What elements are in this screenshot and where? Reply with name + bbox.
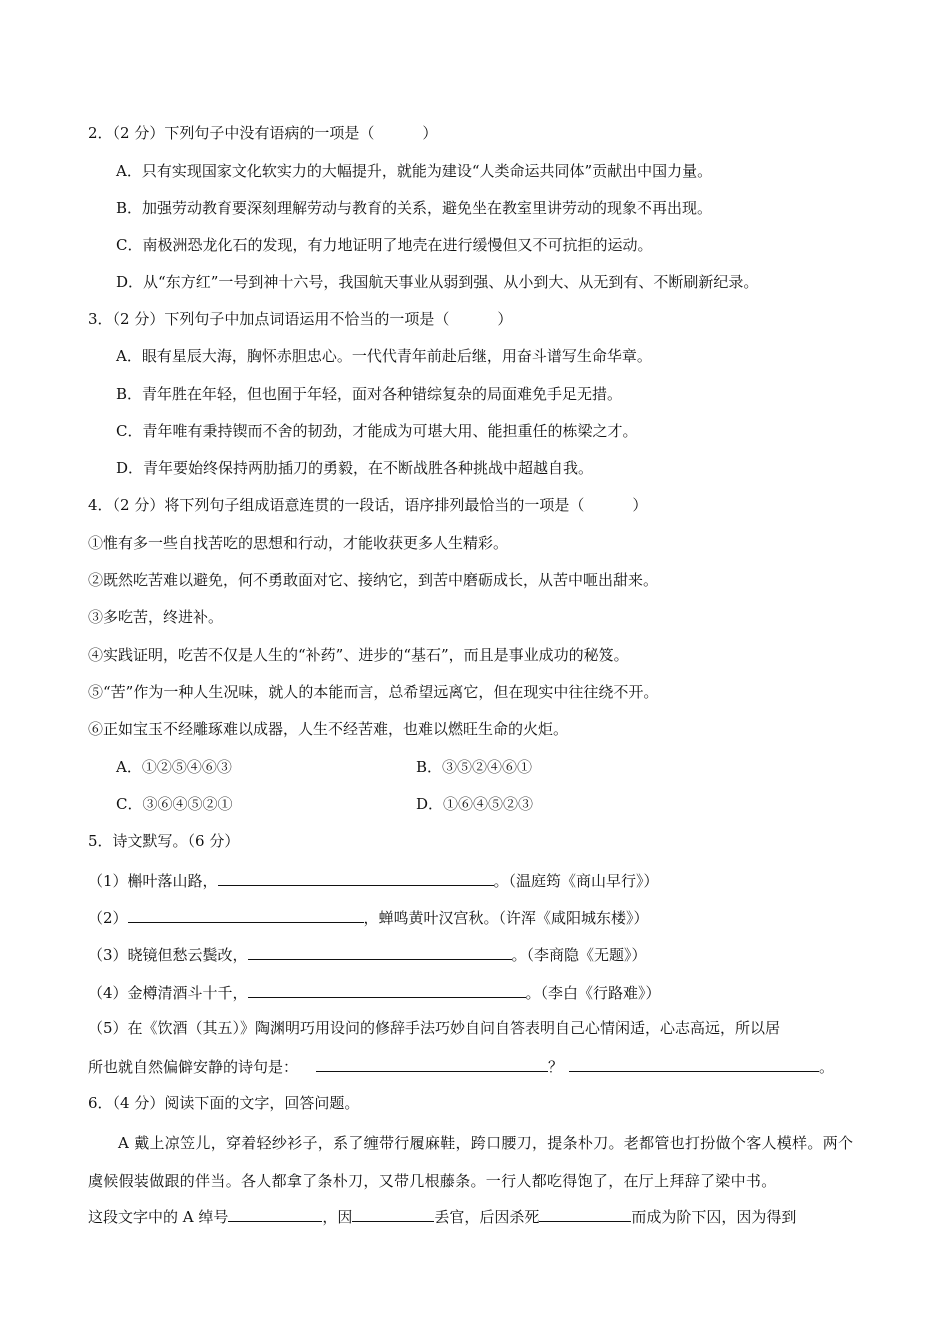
q5-item-5-line2: 所也就自然偏僻安静的诗句是： ？ 。 — [88, 1055, 834, 1075]
q3-option-b: B．青年胜在年轻，但也囿于年轻，面对各种错综复杂的局面难免手足无措。 — [116, 385, 623, 403]
q4-sentence-4: ④实践证明，吃苦不仅是人生的“补药”、进步的“基石”，而且是事业成功的秘笈。 — [88, 646, 629, 664]
answer-blank[interactable] — [539, 1205, 631, 1222]
q3-stem: 3．（2 分）下列句子中加点词语运用不恰当的一项是（ ） — [88, 310, 513, 328]
q4-sentence-6: ⑥正如宝玉不经雕琢难以成器，人生不经苦难，也难以燃旺生命的火炬。 — [88, 720, 569, 738]
q5-item-3: （3）晓镜但愁云鬓改， 。（李商隐《无题》） — [88, 943, 647, 963]
q4-sentence-2: ②既然吃苦难以避免，何不勇敢面对它、接纳它，到苦中磨砺成长，从苦中咂出甜来。 — [88, 571, 659, 589]
q2-option-d: D．从“东方红”一号到神十六号，我国航天事业从弱到强、从小到大、从无到有、不断刷新纪录。 — [116, 273, 759, 291]
q6-stem: 6．（4 分）阅读下面的文字，回答问题。 — [88, 1094, 360, 1112]
q4-sentence-1: ①惟有多一些自找苦吃的思想和行动，才能收获更多人生精彩。 — [88, 534, 509, 552]
answer-blank[interactable] — [569, 1055, 819, 1072]
q3-option-a: A．眼有星辰大海，胸怀赤胆忠心。一代代青年前赴后继，用奋斗谱写生命华章。 — [116, 347, 652, 365]
answer-blank[interactable] — [228, 1205, 322, 1222]
q4-option-d: D．①⑥④⑤②③ — [416, 795, 534, 813]
q4-option-b: B．③⑤②④⑥① — [416, 758, 533, 776]
answer-blank[interactable] — [248, 943, 512, 960]
q5-item-1: （1）槲叶落山路， 。（温庭筠《商山早行》） — [88, 869, 659, 889]
q5-item-2: （2） ，蝉鸣黄叶汉宫秋。（许浑《咸阳城东楼》） — [88, 906, 649, 926]
q5-item-4: （4）金樽清酒斗十千， 。（李白《行路难》） — [88, 981, 661, 1001]
q2-option-a: A．只有实现国家文化软实力的大幅提升，就能为建设“人类命运共同体”贡献出中国力量。 — [116, 162, 713, 180]
q3-option-d: D．青年要始终保持两肋插刀的勇毅，在不断战胜各种挑战中超越自我。 — [116, 459, 594, 477]
q5-stem: 5．诗文默写。（6 分） — [88, 832, 240, 850]
answer-blank[interactable] — [218, 869, 494, 886]
answer-blank[interactable] — [248, 981, 526, 998]
q2-stem: 2．（2 分）下列句子中没有语病的一项是（ ） — [88, 124, 438, 142]
q4-stem: 4．（2 分）将下列句子组成语意连贯的一段话，语序排列最恰当的一项是（ ） — [88, 496, 648, 514]
q4-option-c: C．③⑥④⑤②① — [116, 795, 233, 813]
q4-sentence-3: ③多吃苦，终进补。 — [88, 608, 224, 626]
q6-question: 这段文字中的 A 绰号 ，因 丢官，后因杀死 而成为阶下囚，因为得到 — [88, 1205, 796, 1225]
answer-blank[interactable] — [316, 1055, 548, 1072]
q2-option-b: B．加强劳动教育要深刻理解劳动与教育的关系，避免坐在教室里讲劳动的现象不再出现。 — [116, 199, 713, 217]
q2-option-c: C．南极洲恐龙化石的发现，有力地证明了地壳在进行缓慢但又不可抗拒的运动。 — [116, 236, 653, 254]
answer-blank[interactable] — [128, 906, 364, 923]
q4-option-a: A．①②⑤④⑥③ — [116, 758, 232, 776]
answer-blank[interactable] — [352, 1205, 434, 1222]
q4-sentence-5: ⑤“苦”作为一种人生况味，就人的本能而言，总希望远离它，但在现实中往往绕不开。 — [88, 683, 659, 701]
q3-option-c: C．青年唯有秉持锲而不舍的韧劲，才能成为可堪大用、能担重任的栋梁之才。 — [116, 422, 638, 440]
q5-item-5-line1: （5）在《饮酒（其五）》陶渊明巧用设问的修辞手法巧妙自问自答表明自己心情闲适，心志高远，所以居 — [88, 1019, 781, 1037]
q6-passage: A 戴上凉笠儿，穿着轻纱衫子，系了缠带行履麻鞋，跨口腰刀，提条朴刀。老都管也打扮做个客人模样。两个虞候假装做跟的伴当。各人都拿了条朴刀，又带几根藤条。一行人都吃得饱了，在厅上拜辞了梁中书。 — [88, 1134, 854, 1190]
